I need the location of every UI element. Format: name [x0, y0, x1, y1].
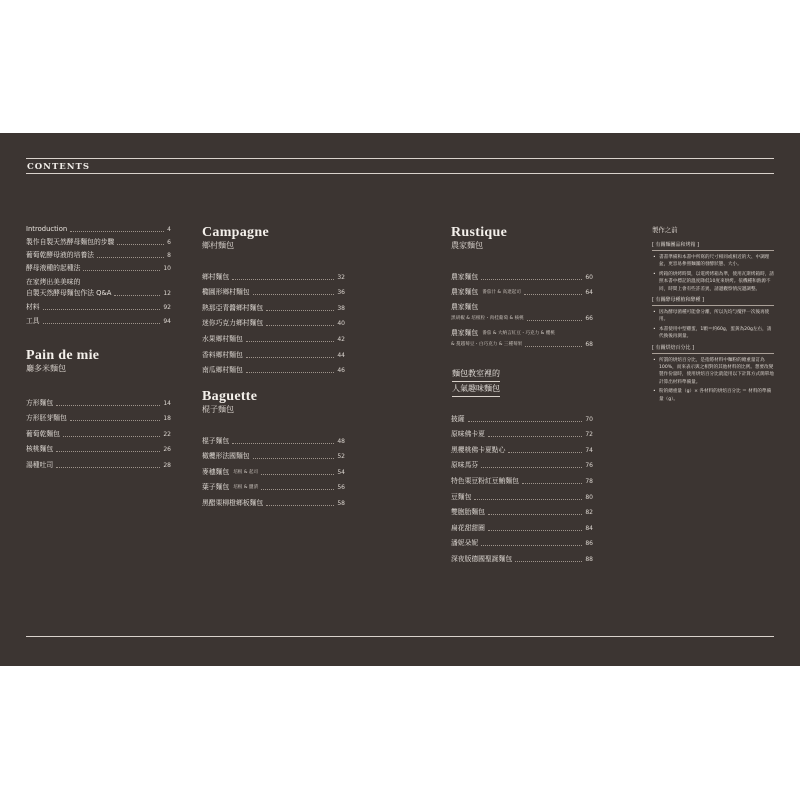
toc-entry[interactable]: 黑櫻桃佛卡夏點心 74	[451, 445, 593, 454]
toc-entry[interactable]: 葡萄乾酵母液的培養法 8	[26, 250, 171, 259]
section-title: Campagne	[202, 225, 269, 240]
classroom-section-title: 麵包教室裡的 人氣趣味麵包	[452, 367, 514, 397]
toc-entry[interactable]: 農家麵包 番茄 & 大納言紅豆・巧克力 & 櫻桃 & 蔓越莓豆・白巧克力 & 三種莓果 68	[451, 329, 593, 349]
toc-entry[interactable]: 南瓜鄉村麵包 46	[202, 366, 345, 375]
section-title: Rustique	[451, 225, 508, 240]
toc-entry[interactable]: 農家麵包 黑胡椒 & 培根粒・肉桂葡萄 & 核桃 66	[451, 303, 593, 323]
toc-entry[interactable]: 葉子麵包 培根 & 鹽漬 56	[202, 483, 345, 492]
toc-entry[interactable]: 農家麵包 番茄汁 & 高達起司 64	[451, 288, 593, 297]
page-title: CONTENTS	[27, 162, 90, 172]
notes-heading: [ 有關麵團品和烤箱 ]	[652, 241, 774, 251]
notes-bullet: • 粉的總重量（g）× 各材料的烘焙百分比 ＝ 材料的準備量（g）。	[652, 388, 774, 403]
section-subtitle: 農家麵包	[451, 241, 483, 250]
toc-entry[interactable]: 材料 92	[26, 302, 171, 311]
notes-title: 製作之前	[652, 226, 678, 234]
toc-entry[interactable]: 方形麵包 14	[26, 398, 171, 407]
section-subtitle: 廳多米麵包	[26, 364, 66, 373]
toc-entry[interactable]: 雙胞胎麵包 82	[451, 508, 593, 517]
contents-page	[0, 133, 800, 666]
toc-entry[interactable]: 工具 94	[26, 316, 171, 325]
toc-entry[interactable]: 深夜版德國聖誕麵包 88	[451, 554, 593, 563]
section-subtitle: 鄉村麵包	[202, 241, 234, 250]
toc-entry[interactable]: 原味佛卡夏 72	[451, 430, 593, 439]
toc-entry[interactable]: 原味馬芬 76	[451, 461, 593, 470]
notes-bullet: • 因為酵母菌種可能會分離，所以先均勻攪拌一次後再使用。	[652, 309, 774, 324]
section-pain-de-mie	[26, 349, 171, 470]
header-rule	[26, 173, 774, 174]
toc-entry[interactable]: 棍子麵包 48	[202, 436, 345, 445]
toc-entry[interactable]: 麥穗麵包 培根 & 起司 54	[202, 467, 345, 476]
section-title: Pain de mie	[26, 348, 100, 363]
section-title: Baguette	[202, 389, 258, 404]
toc-entry[interactable]: 黑醋栗柳橙鄉板麵包 58	[202, 498, 345, 507]
toc-entry[interactable]: 農家麵包 60	[451, 272, 593, 281]
section-subtitle: 棍子麵包	[202, 405, 234, 414]
section-baguette	[202, 390, 345, 508]
toc-entry[interactable]: 橢圓形鄉村麵包 36	[202, 288, 345, 297]
notes-bullet: • 所謂的烘焙百分比，是指將材料中麵粉的總重量訂為100%，而來表示與之相對的其他材料的比例。想要改變製作份量時，使用烘焙百分比就能用以下計算方式簡單地計算出材料準備量。	[652, 357, 774, 387]
toc-entry[interactable]: 扁花甜甜圈 84	[451, 523, 593, 532]
notes-heading: [ 有關烘焙百分比 ]	[652, 344, 774, 354]
notes-panel	[652, 225, 774, 405]
toc-entry[interactable]: 酵母液種的起種法 10	[26, 263, 171, 272]
toc-entry[interactable]: 葡萄乾麵包 22	[26, 429, 171, 438]
toc-entry[interactable]: 熱那亞青醬鄉村麵包 38	[202, 303, 345, 312]
bottom-rule	[26, 636, 774, 637]
toc-entry[interactable]: 方形胚芽麵包 18	[26, 414, 171, 423]
toc-entry[interactable]: 在家烤出美美味的 自製天然酵母麵包作法 Q&A 12	[26, 277, 171, 297]
top-rule	[26, 158, 774, 159]
intro-list	[26, 218, 171, 326]
notes-bullet: • 本書使用中型雞蛋，1顆＝約60g，蛋黃為20g左右，請代換後再測量。	[652, 326, 774, 341]
toc-entry[interactable]: 迷你巧克力鄉村麵包 40	[202, 319, 345, 328]
section-rustique	[451, 226, 593, 349]
toc-entry[interactable]: 水果鄉村麵包 42	[202, 334, 345, 343]
toc-entry[interactable]: Introduction 4	[26, 224, 171, 233]
toc-entry[interactable]: 核桃麵包 26	[26, 445, 171, 454]
toc-entry[interactable]: 豆麵包 80	[451, 492, 593, 501]
toc-entry[interactable]: 特色栗豆粉紅豆鮪麵包 78	[451, 476, 593, 485]
toc-entry[interactable]: 製作自製天然酵母麵包的步驟 6	[26, 237, 171, 246]
notes-bullet: • 烤箱的烘烤時間，以電烤烤箱為準，使用瓦斯烤箱時，請照本書中標記的溫度降低10度來烘烤。依機種和熱源不同，時間上會有些許差異，請邊觀察情況邊調整。	[652, 271, 774, 293]
notes-bullet: • 書書準備和本書中所寫的尺寸相同或相近的大、中調理盆，更容易參照麵團的發酵狀態、大小。	[652, 254, 774, 269]
toc-entry[interactable]: 披薩 70	[451, 414, 593, 423]
toc-entry[interactable]: 潘妮朵妮 86	[451, 539, 593, 548]
section-campagne	[202, 226, 345, 375]
toc-entry[interactable]: 橄欖形法國麵包 52	[202, 452, 345, 461]
toc-entry[interactable]: 湯種吐司 28	[26, 460, 171, 469]
toc-entry[interactable]: 鄉村麵包 32	[202, 272, 345, 281]
toc-entry[interactable]: 香料鄉村麵包 44	[202, 350, 345, 359]
section-classroom	[451, 408, 593, 564]
notes-heading: [ 有關酵母種植和酵種 ]	[652, 296, 774, 306]
